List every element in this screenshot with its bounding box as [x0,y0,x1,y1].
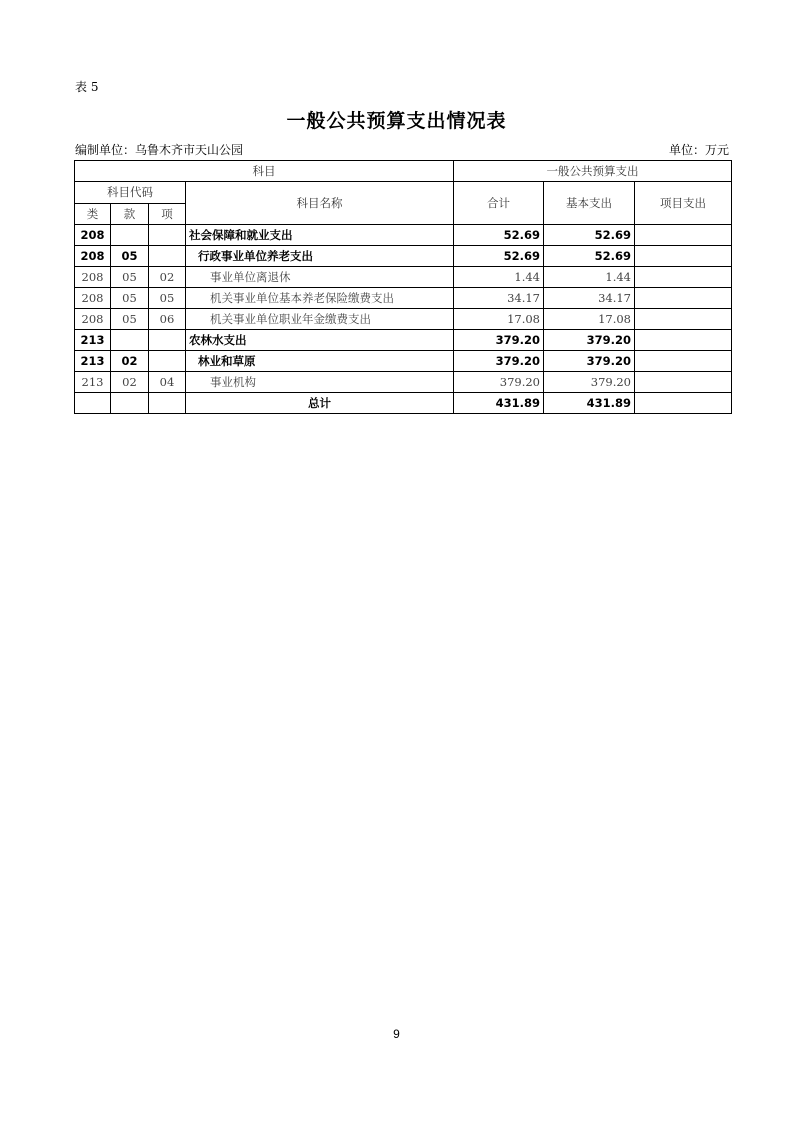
table-row [75,267,732,288]
subject-name: 林业和草原 [186,351,454,372]
total-amount: 379.20 [454,351,544,372]
total-header: 合计 [454,182,544,225]
total-amount: 52.69 [454,225,544,246]
lei-code: 208 [75,267,111,288]
kuan-code: 05 [111,309,149,330]
xiang-code [149,246,186,267]
xiang-code: 04 [149,372,186,393]
lei-code: 208 [75,288,111,309]
subject-name-header: 科目名称 [186,182,454,225]
xiang-code: 05 [149,288,186,309]
compiling-unit: 编制单位：乌鲁木齐市天山公园 [75,143,244,157]
total-blank [149,393,186,414]
basic-amount: 379.20 [544,351,635,372]
project-amount [635,372,732,393]
total-project [635,393,732,414]
total-amount: 52.69 [454,246,544,267]
lei-code: 213 [75,351,111,372]
subject-name: 事业单位离退休 [186,267,454,288]
table-row [75,330,732,351]
total-amount: 17.08 [454,309,544,330]
basic-amount: 379.20 [544,372,635,393]
page-number: 9 [393,1027,400,1041]
table-row [75,225,732,246]
basic-amount: 17.08 [544,309,635,330]
table-number: 表 5 [75,80,99,94]
kuan-code [111,330,149,351]
basic-amount: 379.20 [544,330,635,351]
page-title: 一般公共预算支出情况表 [286,110,507,132]
total-amount: 1.44 [454,267,544,288]
lei-header: 类 [75,203,111,225]
project-amount [635,330,732,351]
total-blank [111,393,149,414]
total-basic: 431.89 [544,393,635,414]
basic-amount: 34.17 [544,288,635,309]
project-amount [635,267,732,288]
xiang-code [149,330,186,351]
total-amount: 34.17 [454,288,544,309]
project-amount [635,309,732,330]
budget-table [74,160,732,414]
basic-amount: 1.44 [544,267,635,288]
code-group-header: 科目代码 [75,182,186,204]
total-amount: 431.89 [454,393,544,414]
lei-code: 213 [75,372,111,393]
kuan-header: 款 [111,203,149,225]
total-amount: 379.20 [454,330,544,351]
subject-name: 农林水支出 [186,330,454,351]
project-header: 项目支出 [635,182,732,225]
table-row [75,309,732,330]
table-row [75,246,732,267]
project-amount [635,225,732,246]
basic-amount: 52.69 [544,246,635,267]
basic-amount: 52.69 [544,225,635,246]
subject-name: 事业机构 [186,372,454,393]
money-unit: 单位：万元 [668,143,729,157]
project-amount [635,246,732,267]
table-row [75,351,732,372]
subject-name: 社会保障和就业支出 [186,225,454,246]
kuan-code: 05 [111,246,149,267]
xiang-header: 项 [149,203,186,225]
basic-header: 基本支出 [544,182,635,225]
total-row [75,393,732,414]
subject-name: 机关事业单位职业年金缴费支出 [186,309,454,330]
subject-header: 科目 [75,161,454,182]
budget-group-header: 一般公共预算支出 [454,161,732,182]
subject-name: 行政事业单位养老支出 [186,246,454,267]
xiang-code [149,351,186,372]
kuan-code: 05 [111,267,149,288]
project-amount [635,351,732,372]
xiang-code [149,225,186,246]
table-row [75,288,732,309]
total-amount: 379.20 [454,372,544,393]
lei-code: 208 [75,246,111,267]
xiang-code: 06 [149,309,186,330]
lei-code: 208 [75,309,111,330]
subject-name: 机关事业单位基本养老保险缴费支出 [186,288,454,309]
project-amount [635,288,732,309]
xiang-code: 02 [149,267,186,288]
table-row [75,372,732,393]
lei-code: 213 [75,330,111,351]
total-label: 总计 [186,393,454,414]
total-blank [75,393,111,414]
kuan-code: 02 [111,351,149,372]
kuan-code: 02 [111,372,149,393]
lei-code: 208 [75,225,111,246]
kuan-code [111,225,149,246]
kuan-code: 05 [111,288,149,309]
